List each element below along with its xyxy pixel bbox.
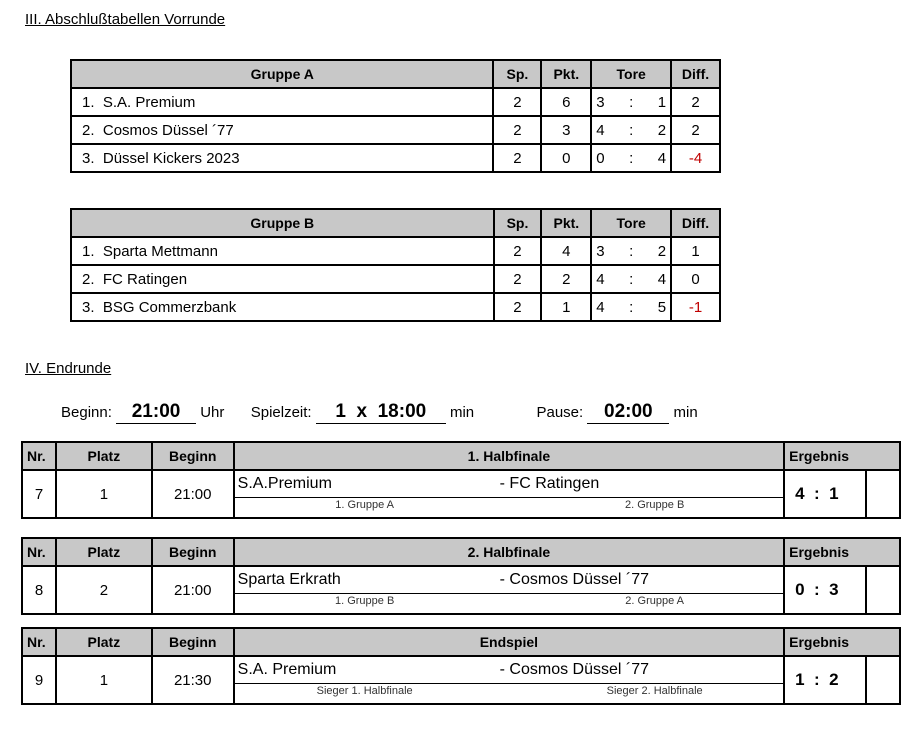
sp-cell: 2	[494, 293, 542, 321]
team-2: - Cosmos Düssel ´77	[499, 661, 650, 678]
group-a-table	[70, 59, 721, 173]
team-name: S.A. Premium	[102, 93, 196, 111]
match-teams	[234, 656, 784, 704]
pkt-cell: 6	[541, 88, 591, 116]
team-2-source: Sieger 2. Halbfinale	[606, 685, 703, 697]
pkt-cell: 4	[541, 237, 591, 265]
goals-for: 4	[596, 298, 605, 316]
spielzeit-value: 1 x 18:00	[316, 401, 446, 424]
match-table-final	[21, 627, 901, 705]
pkt-cell: 1	[541, 293, 591, 321]
ergebnis-header: Ergebnis	[784, 628, 900, 656]
match-row	[22, 470, 900, 518]
diff-cell: 1	[671, 237, 720, 265]
team-cell	[71, 293, 494, 321]
goals-against: 1	[657, 93, 667, 111]
match-beginn: 21:30	[152, 656, 234, 704]
sp-cell: 2	[493, 144, 541, 172]
platz-header: Platz	[56, 538, 152, 566]
ergebnis-header: Ergebnis	[784, 538, 900, 566]
pkt-cell: 2	[541, 265, 591, 293]
goals-against: 4	[657, 270, 667, 288]
goals-for: 3	[596, 242, 605, 260]
team-name: Sparta Mettmann	[102, 242, 218, 260]
section-4-heading: IV. Endrunde	[25, 360, 112, 377]
beginn-header: Beginn	[152, 538, 234, 566]
beginn-value: 21:00	[116, 401, 196, 424]
diff-cell: 2	[671, 116, 720, 144]
section-3-heading: III. Abschlußtabellen Vorrunde	[25, 11, 226, 28]
pkt-header: Pkt.	[541, 209, 591, 237]
table-row	[71, 237, 720, 265]
nr-header: Nr.	[22, 538, 56, 566]
pkt-cell: 0	[541, 144, 591, 172]
match-teams	[234, 566, 784, 614]
team-1-source: 1. Gruppe A	[335, 499, 395, 511]
diff-cell: -4	[671, 144, 720, 172]
tore-cell	[591, 144, 671, 172]
ergebnis-header: Ergebnis	[784, 442, 900, 470]
goals-against: 2	[657, 242, 667, 260]
table-row	[71, 116, 720, 144]
team-1: S.A.Premium	[237, 475, 332, 492]
pause-unit: min	[673, 404, 698, 421]
diff-cell: 2	[671, 88, 720, 116]
match-platz: 2	[56, 566, 152, 614]
match-table-2	[21, 537, 901, 615]
team-2-source: 2. Gruppe A	[625, 595, 685, 607]
group-b-title: Gruppe B	[71, 209, 494, 237]
colon: :	[629, 270, 634, 288]
table-row	[71, 88, 720, 116]
team-2: - FC Ratingen	[499, 475, 600, 492]
tore-cell	[591, 293, 671, 321]
rank: 1.	[82, 93, 95, 111]
team-cell	[71, 237, 494, 265]
platz-header: Platz	[56, 442, 152, 470]
rank: 2.	[82, 121, 95, 139]
match-row	[22, 566, 900, 614]
group-b-header-row	[71, 209, 720, 237]
goals-against: 4	[657, 149, 667, 167]
match-result: 1 : 2	[784, 656, 866, 704]
tore-header: Tore	[591, 209, 671, 237]
goals-for: 4	[596, 121, 605, 139]
team-1-source: Sieger 1. Halbfinale	[316, 685, 413, 697]
team-name: FC Ratingen	[102, 270, 188, 288]
nr-header: Nr.	[22, 628, 56, 656]
tore-cell	[591, 237, 671, 265]
rank: 1.	[82, 242, 95, 260]
pkt-cell: 3	[541, 116, 591, 144]
platz-header: Platz	[56, 628, 152, 656]
goals-for: 4	[596, 270, 605, 288]
pkt-header: Pkt.	[541, 60, 591, 88]
beginn-header: Beginn	[152, 628, 234, 656]
spielzeit-unit: min	[449, 404, 475, 421]
colon: :	[629, 242, 634, 260]
colon: :	[629, 121, 634, 139]
result-extra-cell	[866, 566, 900, 614]
beginn-label: Beginn:	[61, 404, 112, 421]
match-result: 4 : 1	[784, 470, 866, 518]
match-row	[22, 656, 900, 704]
tore-cell	[591, 88, 671, 116]
team-2: - Cosmos Düssel ´77	[499, 571, 650, 588]
team-cell	[71, 116, 493, 144]
sp-header: Sp.	[494, 209, 542, 237]
team-cell	[71, 88, 493, 116]
rank: 2.	[82, 270, 95, 288]
team-1-source: 1. Gruppe B	[334, 595, 395, 607]
goals-for: 0	[596, 149, 605, 167]
nr-header: Nr.	[22, 442, 56, 470]
sp-cell: 2	[493, 88, 541, 116]
pause-label: Pause:	[536, 404, 584, 421]
match-platz: 1	[56, 470, 152, 518]
group-a-header-row	[71, 60, 720, 88]
match-nr: 7	[22, 470, 56, 518]
goals-against: 2	[657, 121, 667, 139]
sp-cell: 2	[493, 116, 541, 144]
colon: :	[629, 149, 634, 167]
tore-header: Tore	[591, 60, 671, 88]
sp-cell: 2	[494, 265, 542, 293]
rank: 3.	[82, 298, 95, 316]
match-nr: 8	[22, 566, 56, 614]
diff-header: Diff.	[671, 209, 720, 237]
group-b-table	[70, 208, 721, 322]
spielzeit-label: Spielzeit:	[250, 404, 312, 421]
match-beginn: 21:00	[152, 470, 234, 518]
beginn-unit: Uhr	[200, 404, 225, 421]
tore-cell	[591, 116, 671, 144]
table-row	[71, 265, 720, 293]
result-extra-cell	[866, 656, 900, 704]
match-title: Endspiel	[234, 628, 784, 656]
sp-cell: 2	[494, 237, 542, 265]
match-header-row	[22, 442, 900, 470]
team-cell	[71, 144, 493, 172]
result-extra-cell	[866, 470, 900, 518]
match-header-row	[22, 538, 900, 566]
team-1: Sparta Erkrath	[237, 571, 341, 588]
team-name: Cosmos Düssel ´77	[102, 121, 234, 139]
sp-header: Sp.	[493, 60, 541, 88]
team-name: Düssel Kickers 2023	[102, 149, 240, 167]
table-row	[71, 144, 720, 172]
match-result: 0 : 3	[784, 566, 866, 614]
match-nr: 9	[22, 656, 56, 704]
goals-against: 5	[657, 298, 667, 316]
diff-cell: 0	[671, 265, 720, 293]
team-2-source: 2. Gruppe B	[624, 499, 685, 511]
colon: :	[629, 298, 634, 316]
match-title: 2. Halbfinale	[234, 538, 784, 566]
match-platz: 1	[56, 656, 152, 704]
goals-for: 3	[596, 93, 605, 111]
tore-cell	[591, 265, 671, 293]
diff-header: Diff.	[671, 60, 720, 88]
match-title: 1. Halbfinale	[234, 442, 784, 470]
pause-value: 02:00	[587, 401, 669, 424]
table-row	[71, 293, 720, 321]
team-cell	[71, 265, 494, 293]
rank: 3.	[82, 149, 95, 167]
match-beginn: 21:00	[152, 566, 234, 614]
match-header-row	[22, 628, 900, 656]
team-1: S.A. Premium	[237, 661, 337, 678]
colon: :	[629, 93, 634, 111]
beginn-header: Beginn	[152, 442, 234, 470]
group-a-title: Gruppe A	[71, 60, 493, 88]
match-teams	[234, 470, 784, 518]
schedule-info	[61, 401, 698, 424]
team-name: BSG Commerzbank	[102, 298, 237, 316]
diff-cell: -1	[671, 293, 720, 321]
match-table-1	[21, 441, 901, 519]
